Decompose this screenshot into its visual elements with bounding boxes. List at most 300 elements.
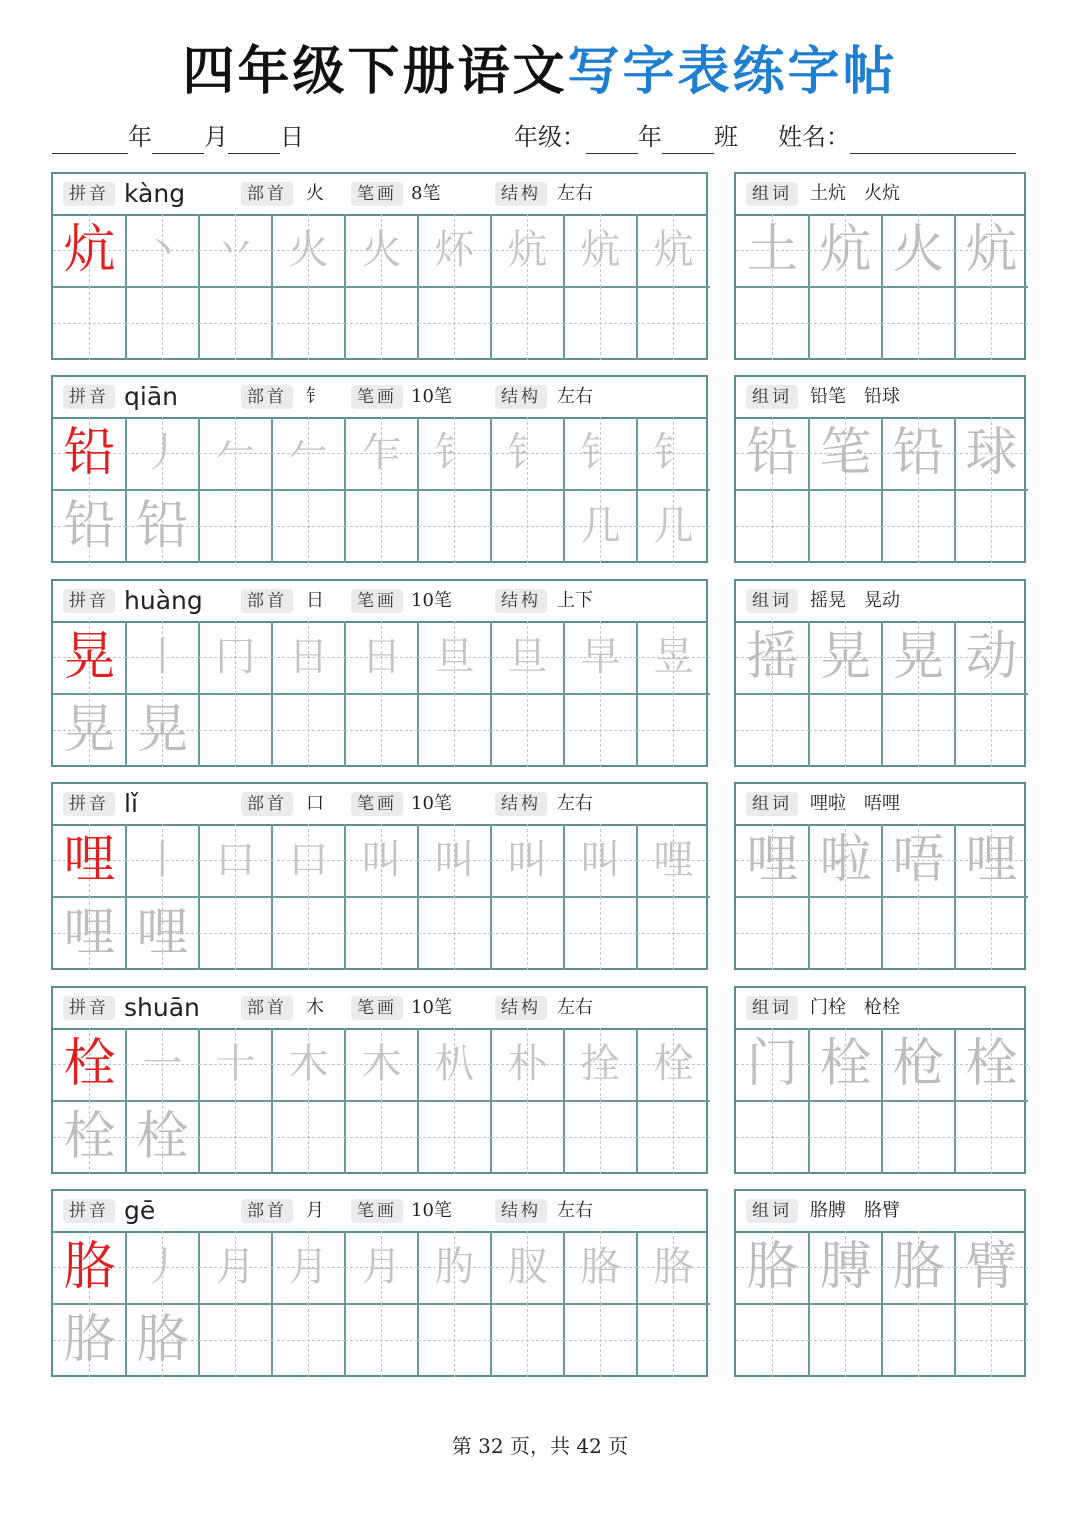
grid-cell[interactable]	[809, 490, 882, 563]
grid-cell[interactable]	[126, 621, 199, 694]
grid-cell[interactable]	[736, 694, 809, 767]
grid-cell[interactable]	[272, 287, 345, 360]
radical-value: 口	[306, 793, 324, 814]
grid-cell[interactable]	[637, 1231, 710, 1304]
grid-cell[interactable]	[637, 287, 710, 360]
grade-year-label: 年	[638, 123, 662, 151]
grade-label: 年级：	[514, 123, 586, 151]
grid-cell[interactable]	[809, 1231, 882, 1304]
stroke-step-character: 火	[361, 227, 402, 273]
stroke-step-character: 栓	[653, 1041, 694, 1087]
trace-character: 栓	[63, 1107, 116, 1167]
class-label: 班	[714, 123, 738, 151]
grid-cell[interactable]	[345, 621, 418, 694]
trace-character: 铅	[746, 423, 799, 483]
grid-cell[interactable]	[418, 1304, 491, 1377]
word-block	[734, 172, 1026, 360]
grid-cell[interactable]	[955, 214, 1028, 287]
grid-cell[interactable]	[126, 897, 199, 970]
words-value: 门栓 枪栓	[810, 997, 900, 1018]
grid-cell[interactable]	[882, 694, 955, 767]
grid-cell[interactable]	[491, 1101, 564, 1174]
grid-cell[interactable]	[272, 1231, 345, 1304]
grid-cell[interactable]	[564, 1304, 637, 1377]
cell-guide-horizontal	[53, 323, 126, 324]
grid-cell[interactable]	[564, 1028, 637, 1101]
structure-label: 结构	[495, 1199, 547, 1223]
stroke-step-character: 叫	[434, 837, 475, 883]
grid-cell[interactable]	[882, 214, 955, 287]
cell-guide-horizontal	[345, 1137, 418, 1138]
stroke-step-character: 炕	[653, 227, 694, 273]
grid-cell[interactable]	[126, 1101, 199, 1174]
grid-cell[interactable]	[491, 694, 564, 767]
month-label: 月	[204, 123, 228, 151]
grid-cell[interactable]	[53, 490, 126, 563]
cell-guide-horizontal	[345, 1340, 418, 1341]
grid-cell[interactable]	[809, 214, 882, 287]
grid-cell[interactable]	[491, 621, 564, 694]
stroke-step-character: 旦	[507, 634, 548, 680]
grid-cell[interactable]	[53, 1304, 126, 1377]
grid-cell[interactable]	[418, 1028, 491, 1101]
character-block	[51, 172, 708, 360]
grid-cell[interactable]	[199, 1101, 272, 1174]
grid-cell[interactable]	[882, 897, 955, 970]
grid-cell[interactable]	[126, 1231, 199, 1304]
grid-cell[interactable]	[53, 214, 126, 287]
cell-guide-horizontal	[199, 323, 272, 324]
pinyin-label: 拼音	[63, 589, 115, 613]
grid-cell[interactable]	[199, 490, 272, 563]
cell-guide-horizontal	[272, 526, 345, 527]
character-block	[51, 375, 708, 563]
grid-cell[interactable]	[53, 287, 126, 360]
grid-cell[interactable]	[882, 824, 955, 897]
grid-cell[interactable]	[126, 490, 199, 563]
grid-cell[interactable]	[345, 694, 418, 767]
radical-value: 木	[306, 997, 324, 1018]
cell-guide-horizontal	[418, 933, 491, 934]
strokes-value: 10笔	[411, 1200, 452, 1221]
grid-cell[interactable]	[637, 417, 710, 549]
stroke-step-character: 冂	[215, 634, 256, 680]
cell-guide-horizontal	[882, 1137, 955, 1138]
strokes-value: 10笔	[411, 793, 452, 814]
grid-cell[interactable]	[53, 897, 126, 970]
grid-cell[interactable]	[272, 621, 345, 694]
grid-cell[interactable]	[53, 694, 126, 767]
year-blank[interactable]	[52, 127, 128, 154]
grid-cell[interactable]	[418, 1231, 491, 1304]
grid-cell[interactable]	[882, 417, 955, 490]
pinyin-value: qiān	[124, 382, 178, 411]
structure-value: 左右	[557, 997, 593, 1018]
grid-cell[interactable]	[564, 214, 637, 287]
grid-cell[interactable]	[53, 1231, 126, 1304]
stroke-step-character: 月	[361, 1244, 402, 1290]
stroke-step-character: 火	[288, 227, 329, 273]
stroke-step-character: 钅几	[653, 430, 694, 549]
grid-cell[interactable]	[272, 1028, 345, 1101]
grid-cell[interactable]	[637, 1101, 710, 1174]
grid-cell[interactable]	[199, 1028, 272, 1101]
grid-cell[interactable]	[53, 1101, 126, 1174]
trace-character: 膊	[819, 1237, 872, 1297]
cell-guide-horizontal	[199, 933, 272, 934]
cell-guide-horizontal	[345, 933, 418, 934]
grid-cell[interactable]	[126, 214, 199, 287]
page-title	[0, 36, 1080, 108]
grid-cell[interactable]	[637, 897, 710, 970]
grid-cell[interactable]	[345, 897, 418, 970]
stroke-step-character: 旦	[434, 634, 475, 680]
grid-cell[interactable]	[882, 287, 955, 360]
trace-character: 栓	[965, 1034, 1018, 1094]
strokes-label: 笔画	[351, 792, 403, 816]
strokes-value: 10笔	[411, 386, 452, 407]
grid-cell[interactable]	[955, 417, 1028, 490]
grid-cell[interactable]	[882, 621, 955, 694]
pinyin-label: 拼音	[63, 1199, 115, 1223]
words-label: 组词	[746, 1199, 798, 1223]
grid-cell[interactable]	[637, 824, 710, 897]
word-info-header	[736, 784, 1024, 826]
grid-cell[interactable]	[199, 897, 272, 970]
cell-guide-horizontal	[272, 730, 345, 731]
grid-cell[interactable]	[564, 417, 637, 549]
cell-guide-horizontal	[418, 730, 491, 731]
cell-guide-horizontal	[809, 1340, 882, 1341]
stroke-step-character: 炕	[580, 227, 621, 273]
grid-cell[interactable]	[53, 1028, 126, 1101]
grid-cell[interactable]	[637, 694, 710, 767]
trace-character: 炕	[819, 220, 872, 280]
cell-guide-horizontal	[491, 526, 564, 527]
cell-guide-horizontal	[345, 730, 418, 731]
stroke-step-character: 炋	[434, 227, 475, 273]
grid-cell[interactable]	[955, 897, 1028, 970]
grid-cell[interactable]	[345, 287, 418, 360]
cell-guide-horizontal	[809, 526, 882, 527]
grid-cell[interactable]	[126, 417, 199, 490]
stroke-step-character: 叫	[361, 837, 402, 883]
grid-cell[interactable]	[345, 1304, 418, 1377]
grid-cell[interactable]	[736, 1304, 809, 1377]
grid-cell[interactable]	[199, 694, 272, 767]
word-block	[734, 579, 1026, 767]
cell-guide-horizontal	[955, 1340, 1028, 1341]
grid-cell[interactable]	[809, 1028, 882, 1101]
cell-guide-horizontal	[955, 1137, 1028, 1138]
grid-cell[interactable]	[272, 694, 345, 767]
words-label: 组词	[746, 385, 798, 409]
target-character: 栓	[63, 1034, 116, 1094]
cell-guide-horizontal	[491, 1340, 564, 1341]
grid-cell[interactable]	[491, 1304, 564, 1377]
grid-cell[interactable]	[736, 417, 809, 490]
trace-character: 哩	[63, 903, 116, 963]
grid-cell[interactable]	[955, 824, 1028, 897]
grid-cell[interactable]	[199, 1304, 272, 1377]
grid-cell[interactable]	[637, 490, 710, 563]
cell-guide-horizontal	[809, 323, 882, 324]
grid-cell[interactable]	[345, 824, 418, 897]
grid-cell[interactable]	[418, 287, 491, 360]
stroke-step-character: 丿	[142, 1244, 183, 1290]
structure-value: 左右	[557, 183, 593, 204]
stroke-step-character: 月	[288, 1244, 329, 1290]
grid-cell[interactable]	[955, 490, 1028, 563]
stroke-step-character: 拴	[580, 1041, 621, 1087]
trace-character: 栓	[819, 1034, 872, 1094]
grid-cell[interactable]	[199, 287, 272, 360]
grid-cell[interactable]	[272, 490, 345, 563]
radical-label: 部首	[241, 792, 293, 816]
grid-cell[interactable]	[491, 417, 564, 490]
month-blank[interactable]	[152, 127, 204, 154]
grid-cell[interactable]	[491, 214, 564, 287]
stroke-step-character: 胳	[580, 1244, 621, 1290]
stroke-step-character: 钅	[507, 430, 548, 476]
grid-cell[interactable]	[564, 694, 637, 767]
grid-cell[interactable]	[809, 897, 882, 970]
grid-cell[interactable]	[418, 1101, 491, 1174]
grade-year-blank[interactable]	[586, 127, 638, 154]
grid-cell[interactable]	[736, 1231, 809, 1304]
grid-cell[interactable]	[491, 1028, 564, 1101]
cell-guide-horizontal	[345, 323, 418, 324]
grid-cell[interactable]	[736, 1101, 809, 1174]
grid-cell[interactable]	[809, 694, 882, 767]
pinyin-value: lǐ	[124, 789, 138, 818]
grid-cell[interactable]	[882, 1028, 955, 1101]
grid-cell[interactable]	[564, 621, 637, 694]
stroke-step-character: 口	[288, 837, 329, 883]
trace-character: 栓	[136, 1107, 189, 1167]
stroke-step-character: 丨	[142, 634, 183, 680]
word-info-header	[736, 174, 1024, 216]
structure-value: 左右	[557, 1200, 593, 1221]
radical-value: 火	[306, 183, 324, 204]
cell-guide-horizontal	[882, 1340, 955, 1341]
trace-character: 土	[746, 220, 799, 280]
cell-guide-horizontal	[199, 1137, 272, 1138]
cell-guide-horizontal	[809, 933, 882, 934]
grid-cell[interactable]	[564, 287, 637, 360]
cell-guide-horizontal	[564, 323, 637, 324]
character-info-header	[53, 174, 706, 216]
grid-cell[interactable]	[199, 417, 272, 490]
grid-cell[interactable]	[736, 621, 809, 694]
grid-cell[interactable]	[564, 897, 637, 970]
grid-cell[interactable]	[955, 287, 1028, 360]
name-label: 姓名：	[778, 123, 850, 151]
grid-cell[interactable]	[126, 824, 199, 897]
words-value: 胳膊 胳臂	[810, 1200, 900, 1221]
cell-guide-horizontal	[491, 730, 564, 731]
grid-cell[interactable]	[126, 694, 199, 767]
stroke-step-character: 肑	[434, 1244, 475, 1290]
grid-cell[interactable]	[736, 824, 809, 897]
cell-guide-horizontal	[955, 323, 1028, 324]
grid-cell[interactable]	[564, 824, 637, 897]
grid-cell[interactable]	[491, 287, 564, 360]
stroke-step-character: 丿	[142, 430, 183, 476]
grid-cell[interactable]	[418, 824, 491, 897]
trace-character: 晃	[136, 700, 189, 760]
grid-cell[interactable]	[418, 694, 491, 767]
trace-character: 火	[892, 220, 945, 280]
grid-cell[interactable]	[637, 214, 710, 287]
trace-character: 摇	[746, 627, 799, 687]
word-block	[734, 375, 1026, 563]
grid-cell[interactable]	[345, 1101, 418, 1174]
cell-guide-horizontal	[955, 933, 1028, 934]
grid-cell[interactable]	[809, 1101, 882, 1174]
word-block	[734, 782, 1026, 970]
stroke-step-character: 月	[215, 1244, 256, 1290]
grid-cell[interactable]	[882, 1231, 955, 1304]
grid-cell[interactable]	[736, 1028, 809, 1101]
grid-cell[interactable]	[637, 621, 710, 694]
grid-cell[interactable]	[345, 490, 418, 563]
grid-cell[interactable]	[272, 1101, 345, 1174]
grid-cell[interactable]	[882, 1304, 955, 1377]
grid-cell[interactable]	[199, 824, 272, 897]
target-character: 铅	[63, 423, 116, 483]
grid-cell[interactable]	[418, 214, 491, 287]
class-line	[514, 120, 1016, 154]
cell-guide-horizontal	[272, 933, 345, 934]
grid-cell[interactable]	[809, 1304, 882, 1377]
grid-cell[interactable]	[345, 417, 418, 490]
grid-cell[interactable]	[53, 417, 126, 490]
cell-guide-horizontal	[491, 933, 564, 934]
grid-cell[interactable]	[53, 824, 126, 897]
grid-cell[interactable]	[955, 1231, 1028, 1304]
cell-guide-horizontal	[418, 526, 491, 527]
cell-guide-horizontal	[809, 730, 882, 731]
grid-cell[interactable]	[809, 417, 882, 490]
grid-cell[interactable]	[126, 287, 199, 360]
words-value: 铅笔 铅球	[810, 386, 900, 407]
trace-character: 枪	[892, 1034, 945, 1094]
grid-cell[interactable]	[637, 1028, 710, 1101]
grid-cell[interactable]	[272, 417, 345, 490]
radical-label: 部首	[241, 385, 293, 409]
grid-cell[interactable]	[272, 824, 345, 897]
structure-value: 左右	[557, 793, 593, 814]
grid-cell[interactable]	[809, 824, 882, 897]
grid-cell[interactable]	[955, 621, 1028, 694]
grid-cell[interactable]	[272, 214, 345, 287]
word-info-header	[736, 377, 1024, 419]
title-part-1: 四年级下册语文	[182, 42, 568, 102]
day-blank[interactable]	[228, 127, 280, 154]
cell-guide-horizontal	[736, 1137, 809, 1138]
grid-cell[interactable]	[955, 1304, 1028, 1377]
cell-guide-horizontal	[491, 1137, 564, 1138]
grid-cell[interactable]	[637, 1304, 710, 1377]
grid-cell[interactable]	[955, 694, 1028, 767]
grid-cell[interactable]	[272, 1304, 345, 1377]
grid-cell[interactable]	[564, 490, 637, 563]
title-part-2: 写字表练字帖	[567, 42, 898, 102]
grid-cell[interactable]	[882, 1101, 955, 1174]
grid-cell[interactable]	[272, 897, 345, 970]
grid-cell[interactable]	[199, 1231, 272, 1304]
grid-cell[interactable]	[955, 1028, 1028, 1101]
grid-cell[interactable]	[491, 1231, 564, 1304]
grid-cell[interactable]	[736, 287, 809, 360]
grid-cell[interactable]	[199, 214, 272, 287]
grid-cell[interactable]	[564, 1231, 637, 1304]
trace-character: 笔	[819, 423, 872, 483]
date-line	[52, 120, 304, 154]
grid-cell[interactable]	[491, 824, 564, 897]
grid-cell[interactable]	[809, 621, 882, 694]
year-label: 年	[128, 123, 152, 151]
grid-cell[interactable]	[418, 897, 491, 970]
cell-guide-horizontal	[564, 1137, 637, 1138]
grid-cell[interactable]	[345, 1231, 418, 1304]
strokes-label: 笔画	[351, 996, 403, 1020]
grid-cell[interactable]	[882, 490, 955, 563]
grid-cell[interactable]	[491, 490, 564, 563]
words-label: 组词	[746, 996, 798, 1020]
grid-cell[interactable]	[345, 1028, 418, 1101]
cell-guide-horizontal	[882, 933, 955, 934]
grid-cell[interactable]	[809, 287, 882, 360]
stroke-step-character: 叫	[507, 837, 548, 883]
grid-cell[interactable]	[418, 417, 491, 490]
trace-character: 哩	[965, 830, 1018, 890]
class-blank[interactable]	[662, 127, 714, 154]
grid-cell[interactable]	[955, 1101, 1028, 1174]
grid-cell[interactable]	[345, 214, 418, 287]
cell-guide-horizontal	[272, 323, 345, 324]
grid-cell[interactable]	[418, 490, 491, 563]
stroke-step-character: 口	[215, 837, 256, 883]
grid-cell[interactable]	[126, 1304, 199, 1377]
grid-cell[interactable]	[53, 621, 126, 694]
cell-guide-horizontal	[199, 730, 272, 731]
structure-label: 结构	[495, 792, 547, 816]
grid-cell[interactable]	[564, 1101, 637, 1174]
cell-guide-horizontal	[736, 323, 809, 324]
cell-guide-horizontal	[637, 730, 710, 731]
grid-cell[interactable]	[418, 621, 491, 694]
words-label: 组词	[746, 182, 798, 206]
cell-guide-horizontal	[882, 323, 955, 324]
grid-cell[interactable]	[126, 1028, 199, 1101]
name-blank[interactable]	[850, 127, 1016, 154]
grid-cell[interactable]	[736, 214, 809, 287]
pinyin-label: 拼音	[63, 385, 115, 409]
grid-cell[interactable]	[491, 897, 564, 970]
strokes-value: 8笔	[411, 183, 441, 204]
grid-cell[interactable]	[736, 490, 809, 563]
cell-guide-horizontal	[882, 730, 955, 731]
pinyin-value: huàng	[124, 586, 203, 615]
trace-character: 门	[746, 1034, 799, 1094]
stroke-step-character: 木	[361, 1041, 402, 1087]
grid-cell[interactable]	[199, 621, 272, 694]
grid-cell[interactable]	[736, 897, 809, 970]
stroke-step-character: 十	[215, 1041, 256, 1087]
pinyin-value: shuān	[124, 993, 200, 1022]
